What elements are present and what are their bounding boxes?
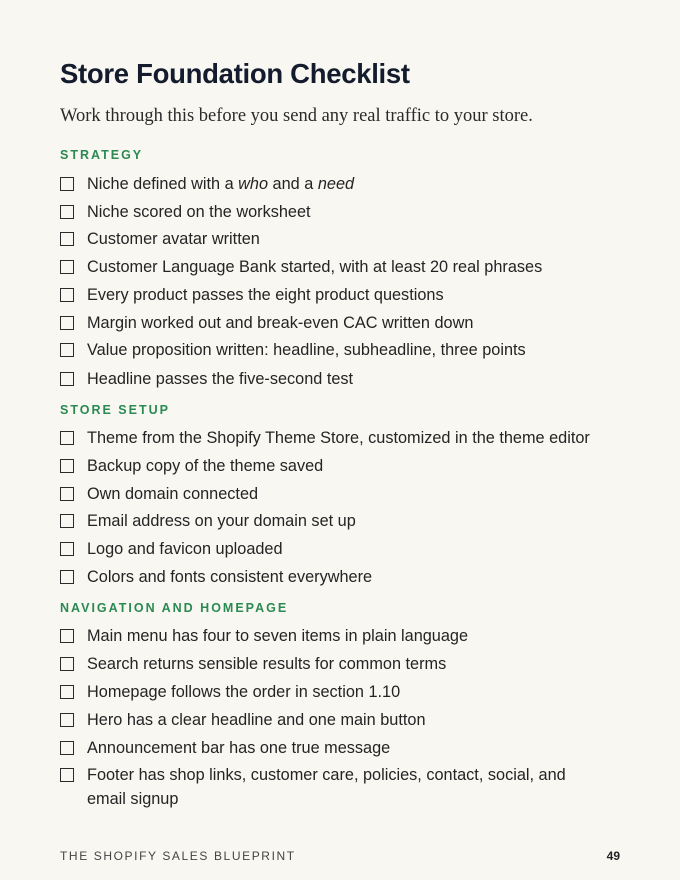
- checklist-item-label: Search returns sensible results for common terms: [87, 655, 447, 673]
- checkbox[interactable]: [60, 514, 74, 528]
- checklist-item-label: Own domain connected: [87, 485, 259, 503]
- checkbox[interactable]: [60, 542, 74, 556]
- page-number: 49: [606, 849, 620, 863]
- checkbox[interactable]: [60, 570, 74, 584]
- checkbox[interactable]: [60, 487, 74, 501]
- checkbox[interactable]: [60, 629, 74, 643]
- section-heading-store-setup: STORE SETUP: [60, 403, 170, 417]
- checklist-item-label: Announcement bar has one true message: [87, 739, 391, 757]
- checklist-item-label: Customer Language Bank started, with at least 20 real phrases: [87, 258, 543, 276]
- checklist-item-label: Main menu has four to seven items in plain language: [87, 627, 469, 645]
- checklist-item-label: Theme from the Shopify Theme Store, customized in the theme editor: [87, 429, 590, 447]
- checkbox[interactable]: [60, 177, 74, 191]
- page-title: Store Foundation Checklist: [60, 58, 410, 89]
- checklist-item-label: Footer has shop links, customer care, policies, contact, social, and email signup: [87, 766, 566, 808]
- checklist-item-label: Backup copy of the theme saved: [87, 457, 324, 475]
- checkbox[interactable]: [60, 741, 74, 755]
- checkbox[interactable]: [60, 713, 74, 727]
- page-subtitle: Work through this before you send any real traffic to your store.: [60, 106, 533, 126]
- section-heading-navigation-homepage: NAVIGATION AND HOMEPAGE: [60, 601, 289, 615]
- checkbox[interactable]: [60, 288, 74, 302]
- checklist-item-label: Colors and fonts consistent everywhere: [87, 568, 373, 586]
- checkbox[interactable]: [60, 260, 74, 274]
- checkbox[interactable]: [60, 431, 74, 445]
- checkbox[interactable]: [60, 685, 74, 699]
- checklist-item-label: Customer avatar written: [87, 230, 260, 248]
- checklist-item-label: Headline passes the five-second test: [87, 370, 354, 388]
- checklist-item-label: Email address on your domain set up: [87, 512, 356, 530]
- checklist-item-label: Niche scored on the worksheet: [87, 203, 311, 221]
- checkbox[interactable]: [60, 205, 74, 219]
- running-footer-title: THE SHOPIFY SALES BLUEPRINT: [60, 849, 296, 863]
- checklist-item-label: Hero has a clear headline and one main button: [87, 711, 426, 729]
- checklist-item-label: Homepage follows the order in section 1.10: [87, 683, 401, 701]
- checklist-item-label: Value proposition written: headline, subheadline, three points: [87, 341, 526, 359]
- section-heading-strategy: STRATEGY: [60, 148, 144, 162]
- checkbox[interactable]: [60, 768, 74, 782]
- checkbox[interactable]: [60, 372, 74, 386]
- checklist-item-label: Logo and favicon uploaded: [87, 540, 283, 558]
- checkbox[interactable]: [60, 343, 74, 357]
- checklist-item-label: Every product passes the eight product questions: [87, 286, 444, 304]
- checkbox[interactable]: [60, 657, 74, 671]
- checkbox[interactable]: [60, 459, 74, 473]
- checklist-item-label: Niche defined with a who and a need: [87, 175, 355, 193]
- checkbox[interactable]: [60, 232, 74, 246]
- checklist-item-label: Margin worked out and break-even CAC written down: [87, 314, 474, 332]
- checkbox[interactable]: [60, 316, 74, 330]
